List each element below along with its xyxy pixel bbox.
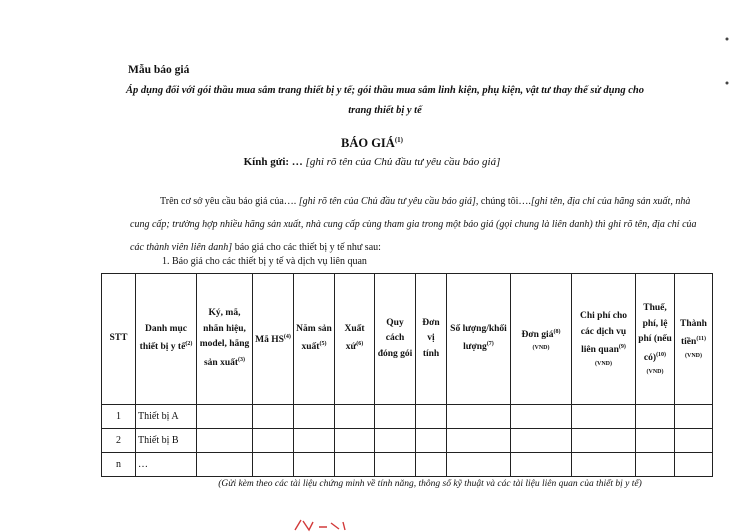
intro-paragraph (130, 190, 700, 259)
applies-to-text: Áp dụng đối với gói thầu mua sắm trang thiết bị y tế; gói thầu mua sắm linh kiện, phụ kiện, vật tư thay thế sử dụng cho trang thiết bị y tế (126, 85, 644, 116)
intro-part1: Trên cơ sở yêu cầu báo giá của…. (160, 196, 299, 207)
col-header-category: Danh mục thiết bị y tế$^{(2)}$ (136, 274, 197, 405)
col-header-unit: Đơn vị tính (416, 274, 447, 405)
intro-part1-italic: [ghi rõ tên của Chủ đầu tư yêu cầu báo giá] (298, 196, 476, 207)
row-item: … (136, 453, 197, 477)
col-header-model: Ký, mã, nhãn hiệu, model, hãng sản xuất$^{(3)}$ (197, 274, 253, 405)
row-stt: 1 (102, 405, 136, 429)
col-header-hs: Mã HS$^{(4)}$ (253, 274, 294, 405)
col-header-services: Chi phí cho các dịch vụ liên quan$^{(9)}$ (VND) (572, 274, 636, 405)
attachment-note: (Gửi kèm theo các tài liệu chứng minh về tính năng, thông số kỹ thuật và các tài liệu liên quan của thiết bị y tế) (218, 479, 642, 489)
col-header-tax: Thuế, phí, lệ phí (nếu có)$^{(10)}$ (VND) (636, 274, 675, 405)
scan-mark-icon (724, 80, 730, 86)
col-header-total: Thành tiền$^{(11)}$ (VND) (675, 274, 713, 405)
greeting-label: Kính gửi: … (243, 156, 303, 168)
table-row (102, 405, 713, 429)
row-stt: n (102, 453, 136, 477)
intro-part2: , chúng tôi…. (475, 196, 531, 207)
col-header-stt: STT (102, 274, 136, 405)
title-text: BÁO GIÁ (341, 136, 395, 151)
row-item: Thiết bị B (136, 429, 197, 453)
greeting (0, 156, 744, 168)
row-item: Thiết bị A (136, 405, 197, 429)
form-label: Mẫu báo giá (128, 64, 190, 76)
stamp-mark (293, 518, 373, 532)
table-header-row (102, 274, 713, 405)
greeting-placeholder: [ghi rõ tên của Chủ đầu tư yêu cầu báo giá] (305, 156, 501, 168)
table-row (102, 429, 713, 453)
intro-part2-italic: [ghi tên, địa chỉ của hãng sản xuất, nhà cung cấp; trường hợp nhiều hãng sản xuất, nhà cung cấp cùng tham gia trong một báo giá (gọi chung là liên danh) thì ghi rõ tên, địa chỉ của các thành viên liên danh] (130, 196, 697, 253)
row-stt: 2 (102, 429, 136, 453)
scan-mark-icon (724, 36, 730, 42)
table-row (102, 453, 713, 477)
quotation-table (101, 273, 713, 477)
intro-part3: báo giá cho các thiết bị y tế như sau: (232, 242, 381, 253)
col-header-packing: Quy cách đóng gói (375, 274, 416, 405)
title-footnote: (1) (394, 136, 403, 144)
section-heading: 1. Báo giá cho các thiết bị y tế và dịch vụ liên quan (162, 256, 367, 267)
col-header-price: Đơn giá$^{(8)}$ (VND) (511, 274, 572, 405)
col-header-qty: Số lượng/khối lượng$^{(7)}$ (447, 274, 511, 405)
col-header-origin: Xuất xứ$^{(6)}$ (335, 274, 375, 405)
document-title (0, 136, 744, 151)
col-header-year: Năm sản xuất$^{(5)}$ (294, 274, 335, 405)
